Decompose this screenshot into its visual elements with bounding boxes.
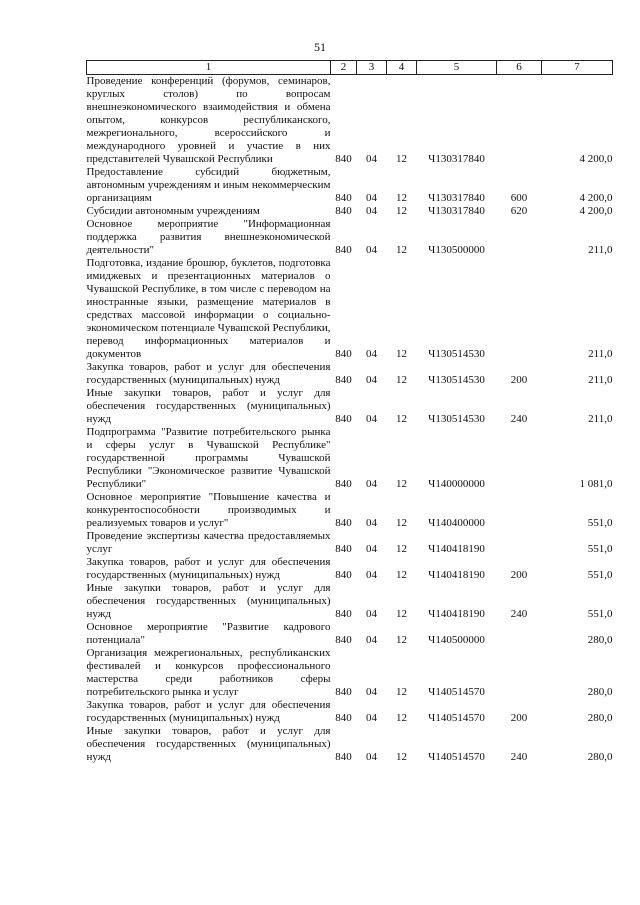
table-row [87, 530, 613, 556]
ministry-code: 840 [335, 348, 352, 360]
section-code: 04 [366, 712, 377, 724]
table-row [87, 257, 613, 361]
amount-value: 280,0 [587, 686, 613, 698]
table-row [87, 205, 613, 218]
subsection-code: 12 [396, 569, 407, 581]
ministry-code: 840 [335, 686, 352, 698]
amount-value: 280,0 [587, 751, 613, 763]
row-name: Закупка товаров, работ и услуг для обеспечения государственных (муниципальных) нужд [86, 361, 331, 386]
subsection-code: 12 [396, 751, 407, 763]
expense-type-code: 240 [510, 413, 528, 425]
expense-type-code: 620 [510, 205, 528, 217]
subsection-code: 12 [396, 348, 407, 360]
target-item-code: Ч140400000 [428, 517, 485, 529]
target-item-code: Ч140514570 [428, 712, 485, 724]
target-item-code: Ч130514530 [428, 374, 485, 386]
table-row [87, 647, 613, 699]
section-code: 04 [366, 751, 377, 763]
amount-value: 4 200,0 [579, 153, 613, 165]
table-row [87, 699, 613, 725]
expense-type-code: 200 [510, 712, 528, 724]
row-name: Иные закупки товаров, работ и услуг для обеспечения государственных (муниципальных) нужд [86, 582, 331, 620]
row-name: Проведение экспертизы качества предоставляемых услуг [86, 530, 331, 555]
table-row [87, 725, 613, 764]
target-item-code: Ч140418190 [428, 569, 485, 581]
ministry-code: 840 [335, 478, 352, 490]
subsection-code: 12 [396, 686, 407, 698]
ministry-code: 840 [335, 608, 352, 620]
amount-value: 280,0 [587, 634, 613, 646]
ministry-code: 840 [335, 374, 352, 386]
expense-type-code: 200 [510, 569, 528, 581]
page-number: 51 [314, 40, 326, 54]
row-name: Подготовка, издание брошюр, буклетов, подготовка имиджевых и презентационных материалов о Чувашской Республике, в том числе с переводом на иностранные языки, размещение материалов в средствах массовой информации о социально-экономическом потенциале Чувашской Республики, перевод информационных материалов и документов [86, 257, 331, 360]
amount-value: 1 081,0 [579, 478, 613, 490]
amount-value: 551,0 [587, 517, 613, 529]
ministry-code: 840 [335, 712, 352, 724]
column-header: 3 [357, 61, 387, 75]
ministry-code: 840 [335, 205, 352, 217]
table-row [87, 166, 613, 205]
table-row [87, 491, 613, 530]
subsection-code: 12 [396, 244, 407, 256]
row-name: Иные закупки товаров, работ и услуг для обеспечения государственных (муниципальных) нужд [86, 725, 331, 763]
target-item-code: Ч140514570 [428, 751, 485, 763]
subsection-code: 12 [396, 192, 407, 204]
ministry-code: 840 [335, 244, 352, 256]
section-code: 04 [366, 413, 377, 425]
ministry-code: 840 [335, 153, 352, 165]
subsection-code: 12 [396, 374, 407, 386]
column-header: 1 [87, 61, 331, 75]
amount-value: 551,0 [587, 569, 613, 581]
amount-value: 211,0 [588, 413, 613, 425]
expense-type-code [497, 530, 542, 556]
table-row [87, 218, 613, 257]
row-name: Организация межрегиональных, республиканских фестивалей и конкурсов профессионального мастерства среди работников сферы потребительского рынка и услуг [86, 647, 331, 698]
amount-value: 211,0 [588, 348, 613, 360]
table-row [87, 361, 613, 387]
column-header: 7 [542, 61, 613, 75]
section-code: 04 [366, 634, 377, 646]
column-header: 4 [387, 61, 417, 75]
subsection-code: 12 [396, 517, 407, 529]
subsection-code: 12 [396, 478, 407, 490]
subsection-code: 12 [396, 608, 407, 620]
amount-value: 4 200,0 [579, 192, 613, 204]
target-item-code: Ч140418190 [428, 543, 485, 555]
table-row [87, 621, 613, 647]
subsection-code: 12 [396, 413, 407, 425]
ministry-code: 840 [335, 192, 352, 204]
target-item-code: Ч140500000 [428, 634, 485, 646]
amount-value: 280,0 [587, 712, 613, 724]
row-name: Основное мероприятие "Развитие кадрового потенциала" [86, 621, 331, 646]
section-code: 04 [366, 244, 377, 256]
section-code: 04 [366, 686, 377, 698]
ministry-code: 840 [335, 517, 352, 529]
amount-value: 211,0 [588, 244, 613, 256]
amount-value: 4 200,0 [579, 205, 613, 217]
column-header: 6 [497, 61, 542, 75]
subsection-code: 12 [396, 712, 407, 724]
expense-type-code: 200 [510, 374, 528, 386]
target-item-code: Ч130317840 [428, 192, 485, 204]
target-item-code: Ч130514530 [428, 413, 485, 425]
expense-type-code: 240 [510, 608, 528, 620]
target-item-code: Ч140514570 [428, 686, 485, 698]
section-code: 04 [366, 192, 377, 204]
table-row [87, 426, 613, 491]
target-item-code: Ч130317840 [428, 153, 485, 165]
row-name: Субсидии автономным учреждениям [86, 205, 260, 217]
ministry-code: 840 [335, 634, 352, 646]
section-code: 04 [366, 569, 377, 581]
expense-type-code: 600 [510, 192, 528, 204]
subsection-code: 12 [396, 543, 407, 555]
expense-type-code [497, 257, 542, 361]
section-code: 04 [366, 608, 377, 620]
amount-value: 551,0 [587, 543, 613, 555]
column-header: 5 [417, 61, 497, 75]
row-name: Предоставление субсидий бюджетным, автономным учреждениям и иным некоммерческим организациям [86, 166, 331, 204]
ministry-code: 840 [335, 413, 352, 425]
table-row [87, 582, 613, 621]
column-header: 2 [331, 61, 357, 75]
section-code: 04 [366, 153, 377, 165]
section-code: 04 [366, 374, 377, 386]
target-item-code: Ч130317840 [428, 205, 485, 217]
row-name: Иные закупки товаров, работ и услуг для обеспечения государственных (муниципальных) нужд [86, 387, 331, 425]
expense-type-code [497, 218, 542, 257]
section-code: 04 [366, 205, 377, 217]
section-code: 04 [366, 478, 377, 490]
amount-value: 551,0 [587, 608, 613, 620]
target-item-code: Ч140000000 [428, 478, 485, 490]
table-row [87, 387, 613, 426]
table-row [87, 75, 613, 167]
row-name: Основное мероприятие "Повышение качества и конкурентоспособности производимых и реализуемых товаров и услуг" [86, 491, 331, 529]
target-item-code: Ч130500000 [428, 244, 485, 256]
target-item-code: Ч130514530 [428, 348, 485, 360]
row-name: Основное мероприятие "Информационная поддержка развития внешнеэкономической деятельности" [86, 218, 331, 256]
row-name: Закупка товаров, работ и услуг для обеспечения государственных (муниципальных) нужд [86, 699, 331, 724]
row-name: Проведение конференций (форумов, семинаров, круглых столов) по вопросам внешнеэкономического взаимодействия и обмена опытом, конкурсов республиканского, межрегионального, всероссийского и международного уровней и участие в них представителей Чувашской Республики [86, 75, 331, 165]
row-name: Подпрограмма "Развитие потребительского рынка и сферы услуг в Чувашской Республике" государственной программы Чувашской Республики "Экономическое развитие Чувашской Республики" [86, 426, 331, 490]
subsection-code: 12 [396, 153, 407, 165]
subsection-code: 12 [396, 205, 407, 217]
section-code: 04 [366, 348, 377, 360]
ministry-code: 840 [335, 569, 352, 581]
expense-type-code [497, 75, 542, 167]
ministry-code: 840 [335, 751, 352, 763]
subsection-code: 12 [396, 634, 407, 646]
expense-type-code: 240 [510, 751, 528, 763]
expense-type-code [497, 426, 542, 491]
target-item-code: Ч140418190 [428, 608, 485, 620]
section-code: 04 [366, 543, 377, 555]
expense-type-code [497, 621, 542, 647]
section-code: 04 [366, 517, 377, 529]
table-row [87, 556, 613, 582]
expense-type-code [497, 491, 542, 530]
expense-type-code [497, 647, 542, 699]
table-header-row [87, 61, 613, 75]
amount-value: 211,0 [588, 374, 613, 386]
row-name: Закупка товаров, работ и услуг для обеспечения государственных (муниципальных) нужд [86, 556, 331, 581]
ministry-code: 840 [335, 543, 352, 555]
budget-table [86, 60, 613, 764]
